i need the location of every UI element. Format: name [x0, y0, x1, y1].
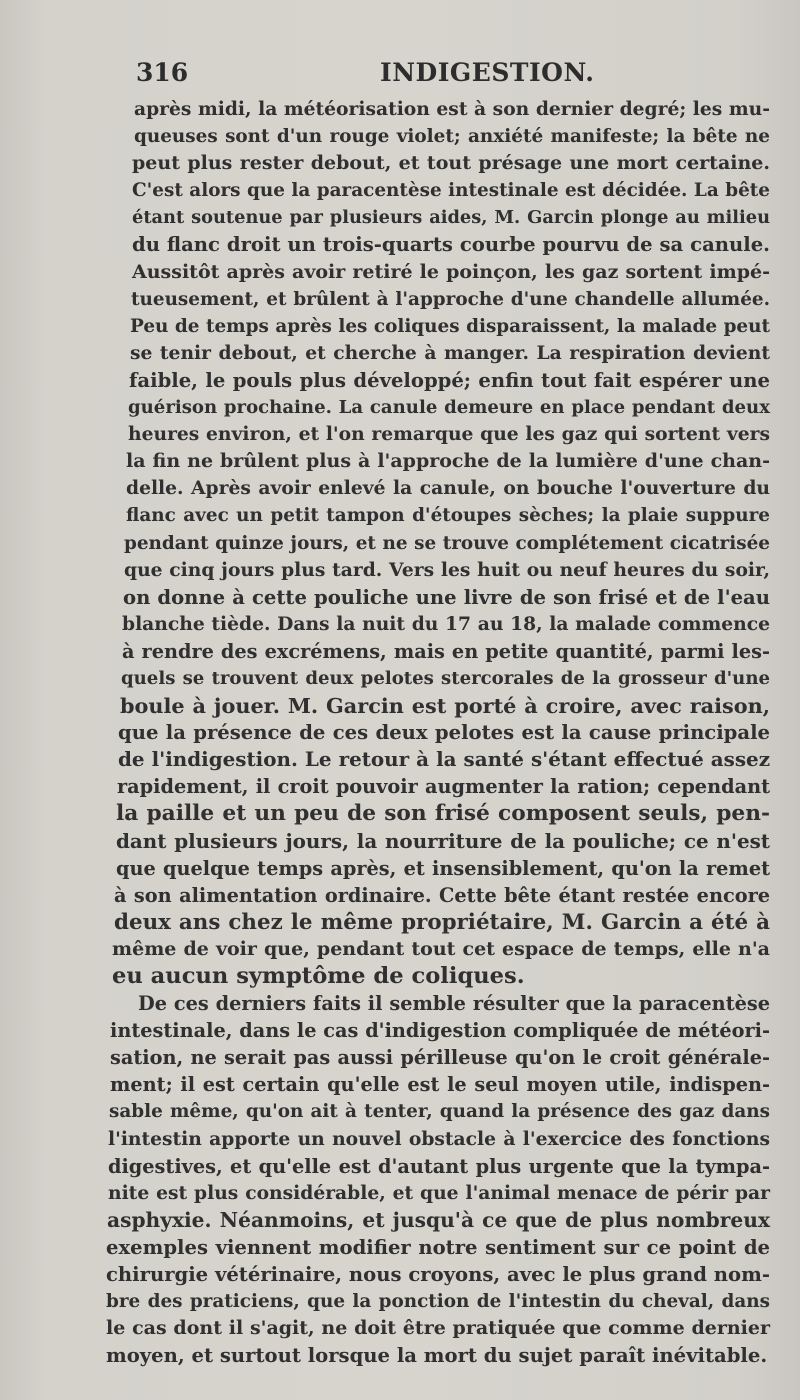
text-line: boule à jouer. M. Garcin est porté à croire, avec raison, — [120, 693, 770, 719]
text-line: C'est alors que la paracentèse intestinale est décidée. La bête — [132, 180, 770, 202]
text-line: faible, le pouls plus développé; enfin tout fait espérer une — [129, 368, 770, 392]
text-line: rapidement, il croit pouvoir augmenter la ration; cependant — [117, 775, 770, 799]
text-line: moyen, et surtout lorsque la mort du sujet paraît inévitable. — [106, 1344, 768, 1368]
text-line: flanc avec un petit tampon d'étoupes sèches; la plaie suppure — [126, 505, 770, 527]
text-line: du flanc droit un trois-quarts courbe pourvu de sa canule. — [132, 233, 770, 257]
text-line: pendant quinze jours, et ne se trouve complétement cicatrisée — [124, 532, 770, 554]
text-line: nite est plus considérable, et que l'animal menace de périr par — [108, 1181, 770, 1204]
text-line: après midi, la météorisation est à son dernier degré; les mu- — [134, 98, 770, 120]
text-line: on donne à cette pouliche une livre de son frisé et de l'eau — [123, 585, 770, 609]
text-line: deux ans chez le même propriétaire, M. Garcin a été à — [114, 909, 770, 935]
paragraph — [106, 96, 770, 990]
page-number: 316 — [136, 58, 189, 87]
text-line: delle. Après avoir enlevé la canule, on bouche l'ouverture du — [126, 477, 770, 500]
text-line: chirurgie vétérinaire, nous croyons, avec le plus grand nom- — [106, 1263, 770, 1287]
text-line: même de voir que, pendant tout cet espace de temps, elle n'a — [112, 937, 770, 960]
text-line: asphyxie. Néanmoins, et jusqu'à ce que de plus nombreux — [107, 1207, 770, 1232]
text-line: la fin ne brûlent plus à l'approche de la lumière d'une chan- — [126, 450, 770, 473]
text-line: digestives, et qu'elle est d'autant plus urgente que la tympa- — [108, 1154, 770, 1178]
text-line: sable même, qu'on ait à tenter, quand la présence des gaz dans — [109, 1101, 770, 1123]
text-line: queuses sont d'un rouge violet; anxiété manifeste; la bête ne — [134, 126, 770, 148]
text-line: intestinale, dans le cas d'indigestion compliquée de météori- — [110, 1019, 770, 1043]
text-line: peut plus rester debout, et tout présage une mort certaine. — [132, 152, 770, 175]
text-line: se tenir debout, et cherche à manger. La respiration devient — [130, 341, 770, 364]
text-line: ment; il est certain qu'elle est le seul moyen utile, indispen- — [110, 1073, 770, 1097]
page-header — [136, 58, 750, 98]
text-line: eu aucun symptôme de coliques. — [112, 963, 525, 989]
text-line: le cas dont il s'agit, ne doit être pratiquée que comme dernier — [106, 1317, 770, 1340]
text-line: Aussitôt après avoir retiré le poinçon, les gaz sortent impé- — [132, 260, 770, 283]
body-text — [106, 96, 770, 1369]
text-line: guérison prochaine. La canule demeure en place pendant deux — [128, 397, 770, 419]
text-line: exemples viennent modifier notre sentiment sur ce point de — [106, 1235, 770, 1259]
text-line: étant soutenue par plusieurs aides, M. Garcin plonge au milieu — [132, 207, 770, 229]
text-line: dant plusieurs jours, la nourriture de la pouliche; ce n'est — [116, 828, 770, 853]
text-line: de l'indigestion. Le retour à la santé s'étant effectué assez — [118, 747, 770, 772]
text-line: l'intestin apporte un nouvel obstacle à l'exercice des fonctions — [108, 1127, 770, 1150]
text-line: la paille et un peu de son frisé composent seuls, pen- — [116, 801, 770, 827]
paragraph — [106, 990, 770, 1369]
text-line: bre des praticiens, que la ponction de l'intestin du cheval, dans — [106, 1291, 770, 1313]
text-line: que la présence de ces deux pelotes est la cause principale — [118, 721, 770, 745]
text-line: tueusement, et brûlent à l'approche d'une chandelle allumée. — [131, 288, 770, 310]
text-line: à son alimentation ordinaire. Cette bête étant restée encore — [114, 883, 770, 907]
text-line: sation, ne serait pas aussi périlleuse qu'on le croit générale- — [110, 1046, 770, 1070]
text-line: heures environ, et l'on remarque que les gaz qui sortent vers — [128, 423, 770, 446]
text-line: que quelque temps après, et insensiblement, qu'on la remet — [116, 856, 770, 880]
text-line: à rendre des excrémens, mais en petite quantité, parmi les- — [122, 639, 770, 663]
running-title: INDIGESTION. — [380, 58, 595, 87]
text-line: Peu de temps après les coliques disparaissent, la malade peut — [130, 315, 770, 337]
text-line: blanche tiède. Dans la nuit du 17 au 18, la malade commence — [122, 612, 770, 635]
text-line: que cinq jours plus tard. Vers les huit ou neuf heures du soir, — [124, 558, 770, 581]
text-line: De ces derniers faits il semble résulter que la paracentèse — [138, 992, 770, 1016]
text-line: quels se trouvent deux pelotes stercorales de la grosseur d'une — [121, 667, 770, 689]
